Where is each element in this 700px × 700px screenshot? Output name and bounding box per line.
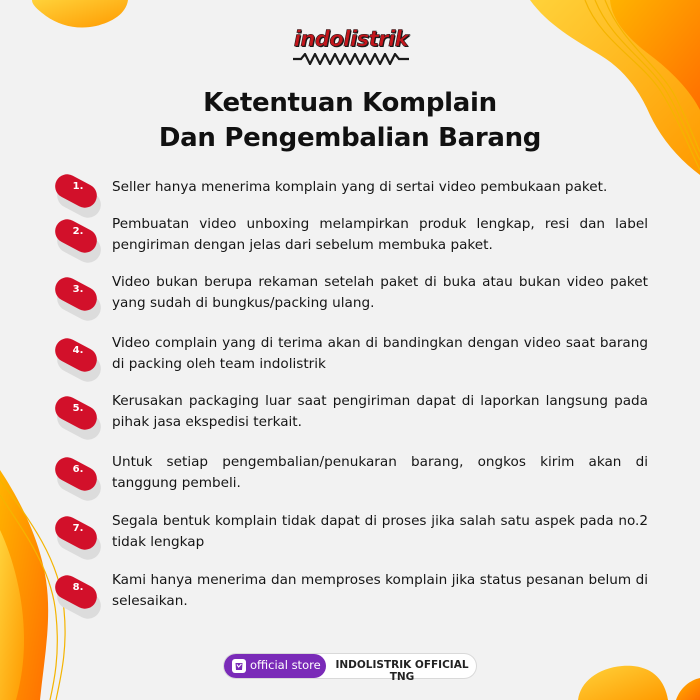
badge-number: 1. xyxy=(72,181,84,192)
badge-number: 7. xyxy=(72,523,84,534)
shop-name[interactable]: INDOLISTRIK OFFICIAL TNG xyxy=(335,659,469,683)
number-badge xyxy=(50,574,106,620)
rule-text: Pembuatan video unboxing melampirkan produk lengkap, resi dan label pengiriman dengan jelas dari sebelum membuka paket. xyxy=(112,216,648,253)
number-badge xyxy=(50,456,106,502)
badge-number: 4. xyxy=(72,345,84,356)
official-store-badge[interactable] xyxy=(224,654,476,683)
badge-number: 8. xyxy=(72,582,84,593)
rule-text: Segala bentuk komplain tidak dapat di proses jika salah satu aspek pada no.2 tidak lengkap xyxy=(112,513,648,550)
number-badge xyxy=(50,515,106,561)
badge-number: 3. xyxy=(72,284,84,295)
number-badge xyxy=(50,337,106,383)
number-badge xyxy=(50,173,106,219)
number-badge xyxy=(50,276,106,322)
rule-text: Seller hanya menerima komplain yang di sertai video pembukaan paket. xyxy=(112,179,608,195)
page-title-line-1: Ketentuan Komplain xyxy=(203,88,497,118)
number-badge xyxy=(50,218,106,264)
rule-text: Video bukan berupa rekaman setelah paket di buka atau bukan video paket yang sudah di bungkus/packing ulang. xyxy=(112,274,648,311)
badge-number: 2. xyxy=(72,226,84,237)
brand-logo-text: indolistrik xyxy=(293,27,409,51)
page-title-line-2: Dan Pengembalian Barang xyxy=(158,123,542,153)
rule-text: Kerusakan packaging luar saat pengiriman dapat di laporkan langsung pada pihak jasa ekspedisi terkait. xyxy=(112,393,648,430)
official-store-pill[interactable] xyxy=(224,654,326,678)
badge-number: 5. xyxy=(72,403,84,414)
rule-text: Untuk setiap pengembalian/penukaran barang, ongkos kirim akan di tanggung pembeli. xyxy=(112,454,648,491)
badge-number: 6. xyxy=(72,464,84,475)
shopping-bag-icon xyxy=(232,659,246,673)
rule-text: Kami hanya menerima dan memproses komplain jika status pesanan belum di selesaikan. xyxy=(112,572,648,609)
rule-text: Video complain yang di terima akan di bandingkan dengan video saat barang di packing oleh team indolistrik xyxy=(112,335,648,372)
number-badge xyxy=(50,395,106,441)
official-store-label: official store xyxy=(250,658,321,672)
